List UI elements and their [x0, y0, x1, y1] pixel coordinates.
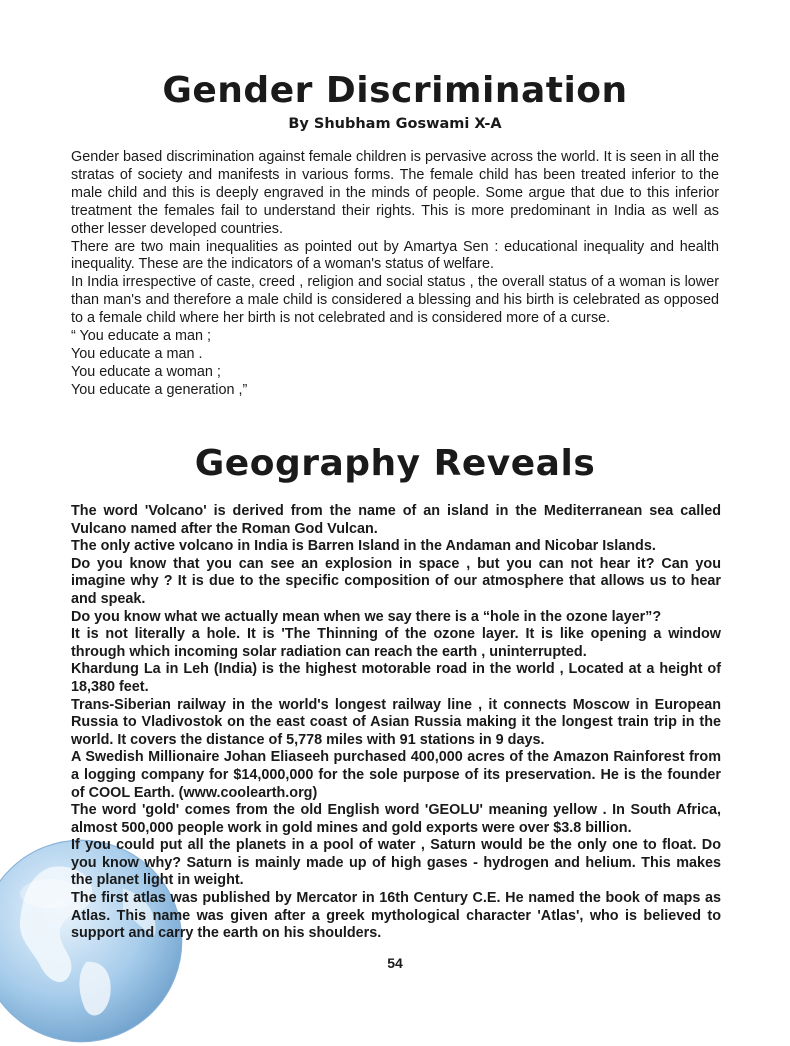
fact-paragraph: The only active volcano in India is Barren Island in the Andaman and Nicobar Islands.: [71, 538, 656, 555]
quote-line: You educate a man .: [71, 345, 203, 362]
geography-reveals-body: [71, 503, 721, 943]
fact-paragraph: It is not literally a hole. It is 'The Thinning of the ozone layer. It is like opening a window through which incoming solar radiation can reach the earth , uninterrupted.: [71, 626, 721, 660]
body-paragraph: In India irrespective of caste, creed , religion and social status , the overall status of a woman is lower than man's and therefore a male child is considered a blessing and his birth is celebrated as opposed to a female child where her birth is not celebrated and is considered more of a curse.: [71, 274, 719, 327]
fact-paragraph: A Swedish Millionaire Johan Eliaseeh purchased 400,000 acres of the Amazon Rainforest from a logging company for $14,000,000 for the sole purpose of its preservation. He is the founder of COOL Earth. (www.coolearth.org): [71, 749, 721, 801]
body-paragraph: There are two main inequalities as pointed out by Amartya Sen : educational inequality and health inequality. These are the indicators of a woman's status of welfare.: [71, 238, 719, 273]
quote-line: You educate a generation ,”: [71, 381, 248, 398]
fact-paragraph: Trans-Siberian railway in the world's longest railway line , it connects Moscow in European Russia to Vladivostok on the east coast of Asian Russia making it the longest train trip in the world. It covers the distance of 5,778 miles with 91 stations in 9 days.: [71, 696, 721, 748]
author-byline: By Shubham Goswami X-A: [288, 116, 502, 132]
fact-paragraph: The first atlas was published by Mercator in 16th Century C.E. He named the book of maps as Atlas. This name was given after a greek mythological character 'Atlas', who is believed to support and carry the earth on his shoulders.: [71, 890, 721, 942]
fact-paragraph: If you could put all the planets in a pool of water , Saturn would be the only one to float. Do you know why? Saturn is mainly made up of high gases - hydrogen and helium. This makes the planet light in weight.: [71, 837, 721, 889]
page-number: 54: [387, 955, 403, 971]
quote-line: You educate a woman ;: [71, 363, 221, 380]
quote-line: “ You educate a man ;: [71, 328, 212, 345]
fact-paragraph: Do you know what we actually mean when we say there is a “hole in the ozone layer”?: [71, 608, 662, 625]
geography-reveals-title: Geography Reveals: [194, 443, 596, 484]
fact-paragraph: The word 'gold' comes from the old English word 'GEOLU' meaning yellow . In South Africa, almost 500,000 people work in gold mines and gold exports were over $3.8 billion.: [71, 802, 721, 836]
body-paragraph: Gender based discrimination against female children is pervasive across the world. It is seen in all the stratas of society and manifests in various forms. The female child has been treated inferior to the male child and this is deeply engraved in the minds of people. Some argue that due to this inferior treatment the females fail to understand their rights. This is more predominant in India as well as other lesser developed countries.: [71, 149, 719, 237]
fact-paragraph: Do you know that you can see an explosion in space , but you can not hear it? Can you imagine why ? It is due to the specific composition of our atmosphere that allows us to hear and speak.: [71, 555, 721, 607]
fact-paragraph: The word 'Volcano' is derived from the name of an island in the Mediterranean sea called Vulcano named after the Roman God Vulcan.: [71, 503, 721, 537]
gender-discrimination-body: [71, 149, 719, 400]
gender-discrimination-title: Gender Discrimination: [162, 70, 628, 111]
fact-paragraph: Khardung La in Leh (India) is the highest motorable road in the world , Located at a height of 18,380 feet.: [71, 661, 721, 695]
